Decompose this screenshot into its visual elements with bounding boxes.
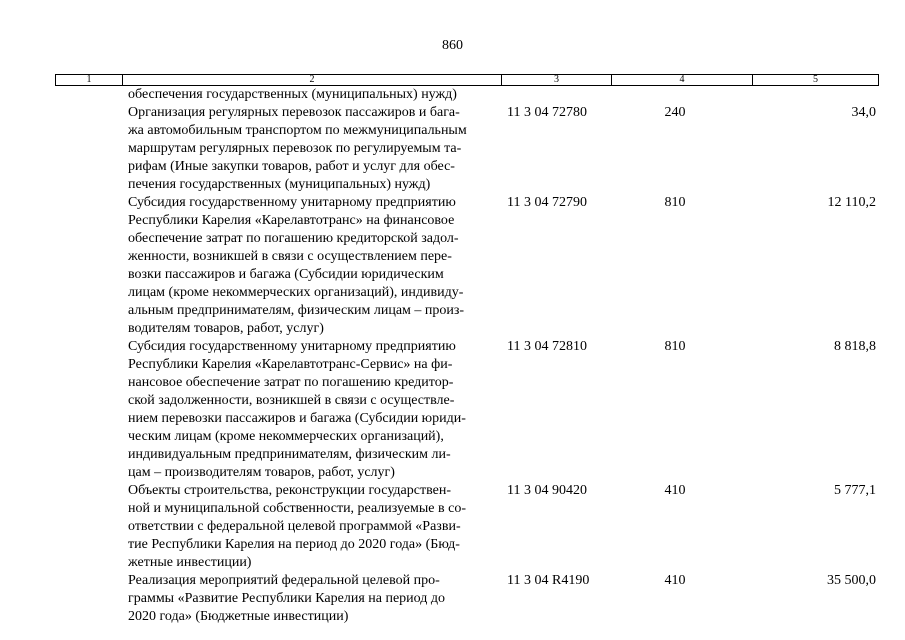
row-expense-type: 810 (664, 339, 686, 354)
description-line: Объекты строительства, реконструкции государствен- (128, 483, 451, 498)
description-line: обеспечения государственных (муниципальных) нужд) (128, 87, 457, 102)
row-amount: 12 110,2 (827, 195, 876, 210)
table-body (55, 86, 879, 626)
table-row (55, 194, 879, 338)
description-line: лицам (кроме некоммерческих организаций), индивиду- (128, 285, 464, 300)
description-line: женности, возникшей в связи с осуществлением пере- (128, 249, 452, 264)
description-line: Республики Карелия «Карелавтотранс» на финансовое (128, 213, 455, 228)
row-description (128, 194, 498, 338)
description-line: возки пассажиров и багажа (Субсидии юридическим (128, 267, 444, 282)
table-row (55, 482, 879, 572)
description-line: Республики Карелия «Карелавтотранс-Сервис» на фи- (128, 357, 453, 372)
row-amount: 34,0 (851, 105, 876, 120)
row-code: 11 3 04 72780 (507, 105, 587, 120)
row-code: 11 3 04 R4190 (507, 573, 590, 588)
description-line: Субсидия государственному унитарному предприятию (128, 195, 456, 210)
description-line: Субсидия государственному унитарному предприятию (128, 339, 456, 354)
header-col-1: 1 (56, 75, 123, 85)
description-line: ной и муниципальной собственности, реализуемые в со- (128, 501, 466, 516)
row-code: 11 3 04 90420 (507, 483, 587, 498)
table-header-row (55, 74, 879, 86)
description-line: ческим лицам (кроме некоммерческих организаций), (128, 429, 444, 444)
table-row (55, 104, 879, 194)
description-line: ответствии с федеральной целевой программой «Разви- (128, 519, 461, 534)
row-description (128, 482, 498, 572)
description-line: водителям товаров, работ, услуг) (128, 321, 324, 336)
description-line: Реализация мероприятий федеральной целевой про- (128, 573, 440, 588)
description-line: рифам (Иные закупки товаров, работ и услуг для обес- (128, 159, 455, 174)
row-amount: 5 777,1 (834, 483, 876, 498)
row-amount: 8 818,8 (834, 339, 876, 354)
description-line: жа автомобильным транспортом по межмуниципальным (128, 123, 467, 138)
header-col-4: 4 (612, 75, 753, 85)
row-expense-type: 410 (664, 483, 686, 498)
description-line: цам – производителям товаров, работ, услуг) (128, 465, 395, 480)
description-line: 2020 года» (Бюджетные инвестиции) (128, 609, 349, 624)
header-col-5: 5 (813, 74, 818, 85)
row-expense-type: 810 (664, 195, 686, 210)
description-line: нием перевозки пассажиров и багажа (Субсидии юриди- (128, 411, 466, 426)
description-line: граммы «Развитие Республики Карелия на период до (128, 591, 446, 606)
row-description (128, 86, 498, 104)
description-line: обеспечение затрат по погашению кредиторской задол- (128, 231, 459, 246)
row-description (128, 104, 498, 194)
row-code: 11 3 04 72790 (507, 195, 587, 210)
row-code: 11 3 04 72810 (507, 339, 587, 354)
description-line: маршрутам регулярных перевозок по регулируемым та- (128, 141, 462, 156)
row-expense-type: 410 (664, 573, 686, 588)
table-row (55, 86, 879, 104)
row-expense-type: 240 (664, 105, 686, 120)
header-col-3: 3 (502, 75, 612, 85)
table-row (55, 572, 879, 626)
description-line: тие Республики Карелия на период до 2020 года» (Бюд- (128, 537, 460, 552)
description-line: печения государственных (муниципальных) нужд) (128, 177, 431, 192)
description-line: индивидуальным предпринимателям, физическим ли- (128, 447, 451, 462)
description-line: Организация регулярных перевозок пассажиров и бага- (128, 105, 460, 120)
row-amount: 35 500,0 (827, 573, 876, 588)
header-col-2: 2 (123, 75, 502, 85)
description-line: нансовое обеспечение затрат по погашению кредитор- (128, 375, 454, 390)
table-row (55, 338, 879, 482)
description-line: альным предпринимателям, физическим лицам – произ- (128, 303, 465, 318)
description-line: жетные инвестиции) (128, 555, 252, 570)
row-description (128, 572, 498, 626)
row-description (128, 338, 498, 482)
page-number: 860 (442, 38, 463, 53)
description-line: ской задолженности, возникшей в связи с осуществле- (128, 393, 455, 408)
